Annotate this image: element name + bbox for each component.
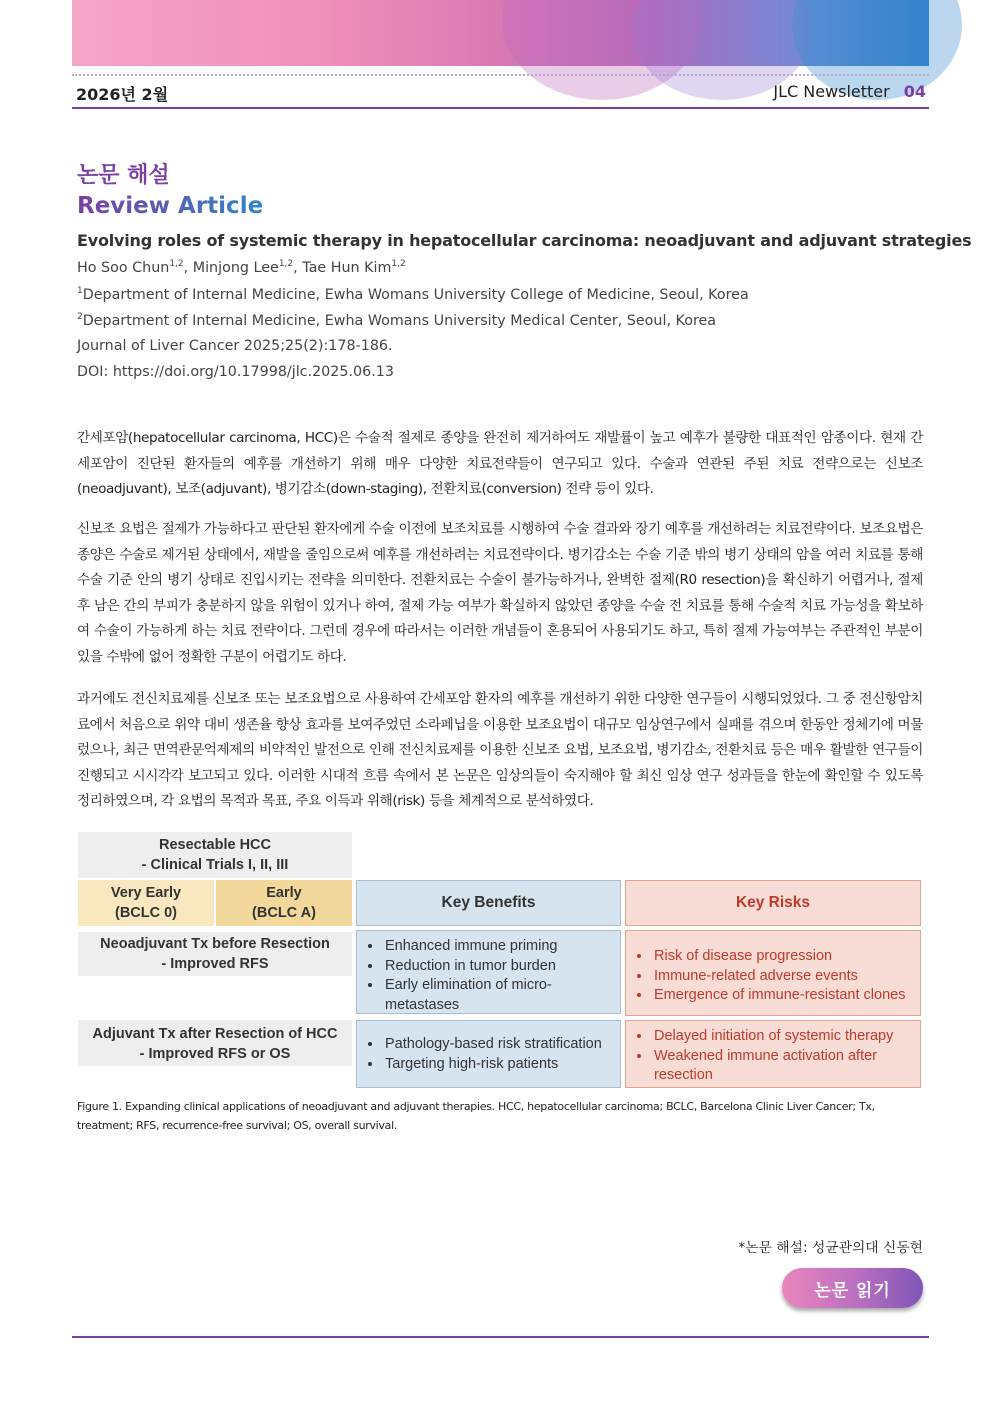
affiliation-number: 2 [77, 312, 83, 322]
header-divider-dotted [72, 74, 929, 76]
author-list [77, 259, 406, 276]
adjuvant-title: Adjuvant Tx after Resection of HCC [92, 1026, 338, 1042]
author-name: Tae Hun Kim [302, 259, 392, 276]
neoadjuvant-title: Neoadjuvant Tx before Resection [100, 936, 330, 952]
very-early-bclc: (BCLC 0) [114, 905, 178, 921]
author-name: Minjong Lee [192, 259, 279, 276]
benefit-item: • Early elimination of micro-metastases [383, 976, 612, 1015]
figure-caption: Figure 1. Expanding clinical applications of neoadjuvant and adjuvant therapies. HCC, hepatocellular carcinoma; BCLC, Barcelona Clinic Liver Cancer; Tx, treatment; RFS, recurrence-free survival; OS, overall survival. [77, 1100, 875, 1132]
very-early-stage-box [78, 880, 214, 926]
affiliation-1 [77, 286, 749, 303]
header-banner [72, 0, 929, 66]
affiliation-2 [77, 312, 716, 329]
neoadjuvant-risks [625, 930, 921, 1016]
author-name: Ho Soo Chun [77, 259, 170, 276]
affiliation-text: Department of Internal Medicine, Ewha Womans University College of Medicine, Seoul, Korea [82, 286, 749, 303]
author-affiliation: 1,2 [278, 259, 294, 269]
author-affiliation: 1,2 [391, 259, 406, 269]
section-title-english: Review Article [77, 193, 264, 219]
paper-title: Evolving roles of systemic therapy in hepatocellular carcinoma: neoadjuvant and adjuvant strategies [77, 231, 972, 250]
commentary-credit: *논문 해설: 성균관의대 신동현 [738, 1240, 923, 1256]
early-stage-box [216, 880, 352, 926]
figure-1 [78, 832, 923, 1092]
body-paragraph: 과거에도 전신치료제를 신보조 또는 보조요법으로 사용하여 간세포암 환자의 예후를 개선하기 위한 다양한 연구들이 시행되었었다. 그 중 전신항암치료에서 처음으로 위약 대비 생존율 향상 효과를 보여주었던 소라페닙을 이용한 보조요법이 대규모 임상연구에서 실패를 겪으며 한동안 정체기에 머물렀으나, 최근 면역관문억제제의 비약적인 발전으로 인해 전신치료제를 이용한 신보조 요법, 보조요법, 병기감소, 전환치료 등은 매우 활발한 연구들이 진행되고 시시각각 보고되고 있다. 이러한 시대적 흐름 속에서 본 논문은 임상의들이 숙지해야 할 최신 임상 연구 성과들을 한눈에 확인할 수 있도록 정리하였으며, 각 요법의 목적과 목표, 주요 이득과 위해(risk) 등을 체계적으로 분석하였다. [77, 691, 923, 810]
risk-item: • Delayed initiation of systemic therapy [652, 1027, 912, 1047]
risk-item: • Immune-related adverse events [652, 967, 912, 987]
early-label: Early [266, 885, 302, 901]
resectable-subtitle: - Clinical Trials I, II, III [141, 857, 289, 873]
benefit-item: • Reduction in tumor burden [383, 957, 612, 977]
adjuvant-outcome: - Improved RFS or OS [139, 1046, 291, 1062]
issue-date: 2026년 2월 [76, 85, 169, 104]
header-divider [72, 107, 929, 109]
author-separator: , [183, 259, 193, 276]
body-paragraph: 신보조 요법은 절제가 가능하다고 판단된 환자에게 수술 이전에 보조치료를 시행하여 수술 결과와 장기 예후를 개선하려는 치료전략이다. 보조요법은 종양은 수술로 제거된 상태에서, 재발을 줄임으로써 예후를 개선하려는 치료전략이다. 병기감소는 수술 기준 밖의 병기 상태의 암을 여러 치료를 통해 수술 기준 안의 병기 상태로 진입시키는 전략을 의미한다. 전환치료는 수술이 불가능하거나, 완벽한 절제(R0 resection)을 확신하기 어렵거나, 절제 후 남은 간의 부피가 충분하지 않을 위험이 있거나 하여, 절제 가능 여부가 확실하지 않았던 종양을 수술 전 치료를 통해 수술적 치료 가능성을 확보하여 수술이 가능하게 하는 치료 전략이다. 그런데 경우에 따라서는 이러한 개념들이 혼용되어 사용되기도 하고, 특히 절제 가능여부는 주관적인 부분이 있을 수밖에 없어 정확한 구분이 어렵기도 하다. [77, 521, 923, 665]
neoadjuvant-outcome: - Improved RFS [161, 956, 269, 972]
risk-item: • Emergence of immune-resistant clones [652, 986, 912, 1006]
author-separator: , [293, 259, 303, 276]
risk-item: • Risk of disease progression [652, 947, 912, 967]
footer-divider [72, 1336, 929, 1338]
key-benefits-header: Key Benefits [356, 880, 621, 926]
early-bclc: (BCLC A) [252, 905, 316, 921]
author-affiliation: 1,2 [169, 259, 184, 269]
adjuvant-box [78, 1020, 352, 1066]
very-early-label: Very Early [110, 885, 182, 901]
neoadjuvant-box [78, 932, 352, 976]
affiliation-text: Department of Internal Medicine, Ewha Womans University Medical Center, Seoul, Korea [82, 312, 717, 329]
resectable-title: Resectable HCC [158, 837, 271, 853]
affiliation-number: 1 [77, 286, 83, 296]
read-paper-button[interactable]: 논문 읽기 [782, 1268, 923, 1308]
key-risks-header: Key Risks [625, 880, 921, 926]
adjuvant-risks [625, 1020, 921, 1088]
resectable-hcc-header [78, 832, 352, 878]
neoadjuvant-benefits [356, 930, 621, 1014]
benefit-item: • Pathology-based risk stratification [383, 1035, 612, 1055]
newsletter-name: JLC Newsletter [773, 82, 890, 101]
benefit-item: • Enhanced immune priming [383, 937, 612, 957]
journal-citation: Journal of Liver Cancer 2025;25(2):178-186. [77, 338, 393, 354]
risk-item: • Weakened immune activation after resection [652, 1047, 912, 1086]
section-title-korean: 논문 해설 [77, 163, 170, 188]
adjuvant-benefits [356, 1020, 621, 1088]
benefit-item: • Targeting high-risk patients [383, 1055, 612, 1075]
body-paragraph: 간세포암(hepatocellular carcinoma, HCC)은 수술적 절제로 종양을 완전히 제거하여도 재발률이 높고 예후가 불량한 대표적인 암종이다. 현재 간세포암이 진단된 환자들의 예후를 개선하기 위해 매우 다양한 치료전략들이 연구되고 있다. 수술과 연관된 주된 치료 전략으로는 신보조(neoadjuvant), 보조(adjuvant), 병기감소(down-staging), 전환치료(conversion) 전략 등이 있다. [77, 430, 923, 498]
doi-link[interactable]: DOI: https://doi.org/10.17998/jlc.2025.06.13 [77, 364, 394, 380]
newsletter-label [773, 82, 926, 101]
page-number: 04 [903, 82, 926, 101]
